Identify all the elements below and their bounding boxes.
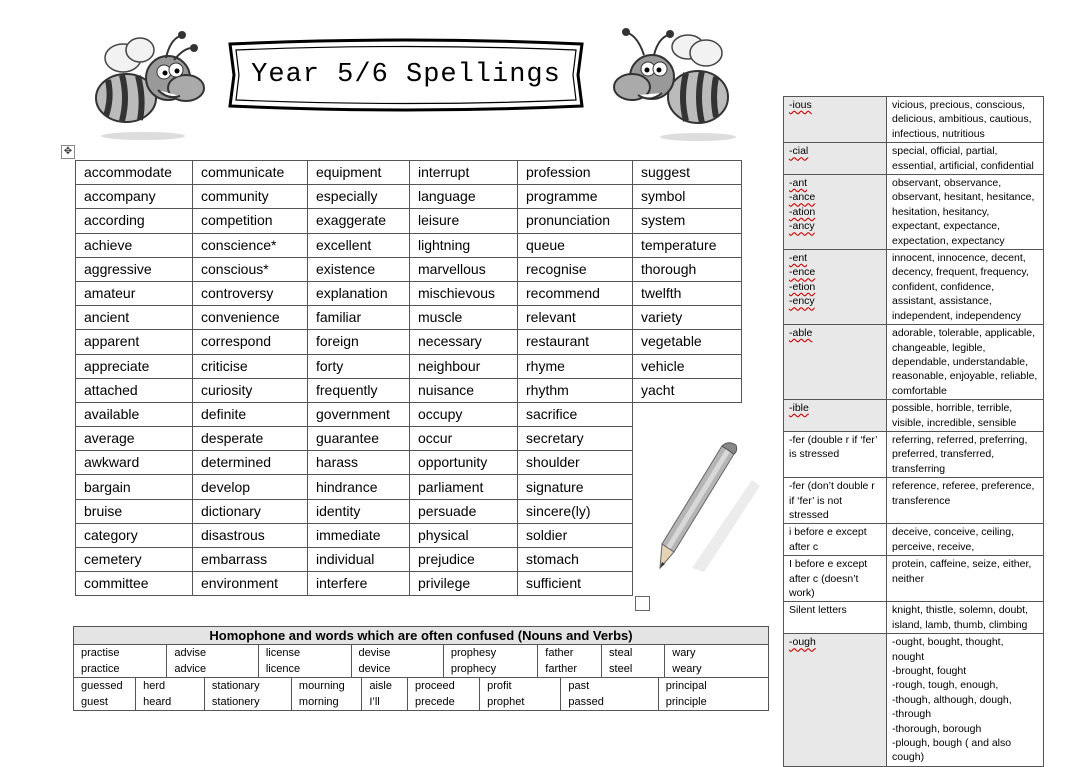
homophone-word: I’ll	[369, 696, 380, 708]
rule-row	[784, 556, 1044, 602]
spelling-rules-table	[783, 96, 1044, 767]
spelling-word-cell: variety	[633, 306, 742, 330]
rule-words-line: -rough, tough, enough,	[892, 679, 999, 692]
homophone-word: principal	[665, 680, 707, 692]
homophone-word: precede	[415, 696, 455, 708]
rule-suffix-cell	[784, 143, 887, 175]
table-row	[76, 475, 742, 499]
spelling-word-cell: lightning	[410, 233, 518, 257]
homophone-word: steel	[609, 663, 633, 675]
homophone-word: morning	[298, 696, 339, 708]
rule-suffix-cell	[784, 634, 887, 767]
spelling-word-cell: identity	[308, 499, 410, 523]
spelling-word-cell: recognise	[518, 257, 633, 281]
table-row	[76, 306, 742, 330]
rule-suffix: -ible	[789, 402, 809, 415]
homophone-word: guessed	[81, 680, 123, 692]
spelling-word-cell: rhythm	[518, 378, 633, 402]
table-row	[76, 281, 742, 305]
rule-words-line: -brought, fought	[892, 665, 967, 678]
rule-row	[784, 602, 1044, 634]
spelling-word-cell: communicate	[193, 161, 308, 185]
homophone-word: herd	[143, 680, 166, 692]
spelling-word-cell: restaurant	[518, 330, 633, 354]
homophone-pair	[408, 678, 480, 710]
spelling-word-cell: category	[76, 523, 193, 547]
spelling-word-cell: necessary	[410, 330, 518, 354]
homophone-word: aisle	[369, 680, 392, 692]
rule-row	[784, 250, 1044, 325]
spelling-word-cell: guarantee	[308, 427, 410, 451]
spelling-word-cell: according	[76, 209, 193, 233]
rule-words-cell: special, official, partial, essential, artificial, confidential	[887, 143, 1044, 175]
homophone-word: stationary	[211, 680, 260, 692]
table-row	[76, 499, 742, 523]
homophone-word: guest	[81, 696, 108, 708]
spelling-word-cell: nuisance	[410, 378, 518, 402]
spelling-word-cell: criticise	[193, 354, 308, 378]
pencil-icon	[652, 440, 762, 585]
homophone-word: farther	[545, 663, 578, 675]
rule-row	[784, 175, 1044, 250]
spelling-word-cell: attached	[76, 378, 193, 402]
rule-suffix-cell	[784, 602, 887, 634]
rule-row	[784, 143, 1044, 175]
homophone-word: practise	[81, 647, 120, 659]
rule-words-cell: reference, referee, preference, transference	[887, 478, 1044, 524]
rule-suffix: -ancy	[789, 220, 815, 233]
rule-suffix-cell	[784, 431, 887, 477]
spelling-word-cell: available	[76, 402, 193, 426]
homophones-header: Homophone and words which are often confused (Nouns and Verbs)	[74, 627, 769, 645]
spelling-word-cell: curiosity	[193, 378, 308, 402]
homophone-word: advice	[174, 663, 207, 675]
homophone-word: past	[568, 680, 590, 692]
spelling-word-cell: bargain	[76, 475, 193, 499]
rule-suffix-cell	[784, 175, 887, 250]
homophone-word: steal	[609, 647, 633, 659]
homophone-word: father	[545, 647, 574, 659]
rule-suffix: -ious	[789, 99, 812, 111]
table-row	[76, 257, 742, 281]
spelling-word-cell: determined	[193, 451, 308, 475]
homophones-table	[73, 626, 769, 711]
table-row	[76, 330, 742, 354]
spelling-word-cell: familiar	[308, 306, 410, 330]
spelling-word-cell: sincere(ly)	[518, 499, 633, 523]
homophone-word: license	[265, 647, 301, 659]
spelling-word-cell: conscience*	[193, 233, 308, 257]
spelling-word-cell: sacrifice	[518, 402, 633, 426]
spelling-word-cell: forty	[308, 354, 410, 378]
spelling-word-cell: persuade	[410, 499, 518, 523]
spelling-word-cell: symbol	[633, 185, 742, 209]
spelling-word-cell: stomach	[518, 548, 633, 572]
spelling-word-cell: opportunity	[410, 451, 518, 475]
spelling-word-cell: hindrance	[308, 475, 410, 499]
rule-suffix: -etion	[789, 280, 816, 293]
homophone-pair	[443, 645, 537, 677]
rule-suffix: i before e except after c	[789, 526, 867, 553]
rule-suffix-cell	[784, 325, 887, 400]
homophone-word: prophecy	[450, 663, 497, 675]
table-row	[76, 233, 742, 257]
homophone-pair	[658, 678, 768, 710]
spelling-word-cell: system	[633, 209, 742, 233]
homophone-word: licence	[265, 663, 301, 675]
homophone-word: principle	[665, 696, 707, 708]
rule-suffix-cell	[784, 97, 887, 143]
table-row	[76, 548, 742, 572]
bee-icon-right	[608, 25, 738, 143]
spelling-word-cell: queue	[518, 233, 633, 257]
spelling-word-cell: amateur	[76, 281, 193, 305]
spelling-word-cell: community	[193, 185, 308, 209]
table-row	[76, 161, 742, 185]
rule-row	[784, 97, 1044, 143]
spelling-word-cell: ancient	[76, 306, 193, 330]
rule-suffix: -fer (double r if ‘fer’ is stressed	[789, 433, 878, 461]
rule-row	[784, 400, 1044, 432]
homophone-word: heard	[143, 696, 172, 708]
homophone-word: prophet	[487, 696, 525, 708]
spelling-word-cell: committee	[76, 572, 193, 596]
rule-words-line: -plough, bough ( and also cough)	[892, 737, 1012, 764]
spelling-word-cell: apparent	[76, 330, 193, 354]
spelling-word-cell: awkward	[76, 451, 193, 475]
rule-row	[784, 325, 1044, 400]
homophone-word: proceed	[415, 680, 455, 692]
spelling-word-cell: competition	[193, 209, 308, 233]
rule-words-line: -through	[892, 708, 932, 721]
spelling-word-cell: controversy	[193, 281, 308, 305]
homophone-word: practice	[81, 663, 120, 675]
spelling-word-cell: immediate	[308, 523, 410, 547]
spelling-word-cell: convenience	[193, 306, 308, 330]
table-row	[76, 427, 742, 451]
rule-suffix: -able	[789, 327, 813, 340]
rule-row	[784, 431, 1044, 477]
spelling-word-cell: definite	[193, 402, 308, 426]
rule-words-cell: referring, referred, preferring, preferred, transferred, transferring	[887, 431, 1044, 477]
spelling-word-cell: rhyme	[518, 354, 633, 378]
homophone-pair	[204, 678, 291, 710]
spelling-word-cell: conscious*	[193, 257, 308, 281]
table-row	[76, 378, 742, 402]
spelling-word-cell: marvellous	[410, 257, 518, 281]
spelling-word-cell: yacht	[633, 378, 742, 402]
spelling-word-cell: disastrous	[193, 523, 308, 547]
homophone-pair	[136, 678, 205, 710]
spelling-word-cell: exaggerate	[308, 209, 410, 233]
rule-words-cell: adorable, tolerable, applicable, changeable, legible, dependable, understandable, reasonable, enjoyable, reliable, comfortable	[887, 325, 1044, 400]
spelling-word-cell: excellent	[308, 233, 410, 257]
homophone-pair	[480, 678, 561, 710]
move-handle-icon[interactable]: ✥	[61, 145, 75, 159]
spelling-word-cell: vehicle	[633, 354, 742, 378]
rule-suffix: -ent	[789, 252, 808, 265]
spelling-word-cell: sufficient	[518, 572, 633, 596]
spelling-word-cell: accommodate	[76, 161, 193, 185]
rule-suffix: -ation	[789, 205, 816, 218]
spelling-word-cell: signature	[518, 475, 633, 499]
rule-suffix-cell	[784, 524, 887, 556]
spelling-word-cell: mischievous	[410, 281, 518, 305]
spelling-word-cell: bruise	[76, 499, 193, 523]
rule-suffix: -fer (don’t double r if ‘fer’ is not stressed	[789, 480, 875, 521]
rule-suffix-cell	[784, 478, 887, 524]
spelling-word-cell: leisure	[410, 209, 518, 233]
spelling-word-cell: parliament	[410, 475, 518, 499]
rule-suffix: Silent letters	[789, 604, 847, 617]
homophone-pair	[538, 645, 602, 677]
spelling-word-cell: correspond	[193, 330, 308, 354]
spelling-word-cell: explanation	[308, 281, 410, 305]
spelling-word-cell: government	[308, 402, 410, 426]
table-row	[76, 523, 742, 547]
spelling-word-cell: profession	[518, 161, 633, 185]
bee-icon-left	[88, 28, 208, 143]
spelling-word-cell	[633, 402, 742, 426]
spelling-word-cell: appreciate	[76, 354, 193, 378]
spelling-word-cell: physical	[410, 523, 518, 547]
page-title: Year 5/6 Spellings	[251, 60, 561, 90]
rule-words-cell: possible, horrible, terrible, visible, incredible, sensible	[887, 400, 1044, 432]
homophone-word: advise	[174, 647, 207, 659]
rule-suffix: -cial	[789, 145, 809, 158]
rule-words-cell: protein, caffeine, seize, either, neither	[887, 556, 1044, 602]
spelling-word-cell: language	[410, 185, 518, 209]
homophone-word: profit	[487, 680, 512, 692]
spelling-word-cell: cemetery	[76, 548, 193, 572]
rule-words-cell: deceive, conceive, ceiling, perceive, receive,	[887, 524, 1044, 556]
table-row	[76, 451, 742, 475]
homophone-word: device	[358, 663, 391, 675]
spelling-word-cell: especially	[308, 185, 410, 209]
homophone-word: prophesy	[450, 647, 497, 659]
table-row	[76, 354, 742, 378]
rule-words-cell	[887, 634, 1044, 767]
homophone-word: wary	[672, 647, 696, 659]
homophone-word: devise	[358, 647, 391, 659]
table-row	[76, 185, 742, 209]
spelling-word-cell: individual	[308, 548, 410, 572]
spelling-word-cell: neighbour	[410, 354, 518, 378]
spelling-word-cell: programme	[518, 185, 633, 209]
rule-words-cell: innocent, innocence, decent, decency, frequent, frequency, confident, confidence, assistant, assistance, independent, independency	[887, 250, 1044, 325]
spelling-word-cell: suggest	[633, 161, 742, 185]
title-banner	[226, 38, 586, 112]
spelling-word-cell: relevant	[518, 306, 633, 330]
spelling-word-cell: shoulder	[518, 451, 633, 475]
rule-suffix: -ence	[789, 266, 816, 279]
rule-suffix: -ant	[789, 177, 808, 190]
rule-suffix: -ency	[789, 295, 815, 308]
spelling-word-cell: secretary	[518, 427, 633, 451]
spelling-word-cell: vegetable	[633, 330, 742, 354]
rule-words-line: -ought, bought, thought, nought	[892, 636, 1004, 663]
table-row	[76, 402, 742, 426]
table-resize-handle[interactable]	[635, 596, 650, 611]
homophone-pair	[74, 645, 167, 677]
spelling-table	[75, 160, 742, 596]
spelling-word-cell: prejudice	[410, 548, 518, 572]
homophone-pair	[291, 678, 361, 710]
rule-words-line: -though, although, dough,	[892, 693, 1012, 706]
homophone-pair	[167, 645, 258, 677]
rule-suffix-cell	[784, 250, 887, 325]
homophone-word: passed	[568, 696, 604, 708]
rule-words-line: -thorough, borough	[892, 722, 982, 735]
spelling-word-cell: pronunciation	[518, 209, 633, 233]
homophone-word: stationery	[211, 696, 260, 708]
homophone-pair	[74, 678, 136, 710]
spelling-word-cell: environment	[193, 572, 308, 596]
spelling-word-cell: average	[76, 427, 193, 451]
spelling-word-cell: muscle	[410, 306, 518, 330]
spelling-word-cell: frequently	[308, 378, 410, 402]
rule-row	[784, 478, 1044, 524]
spelling-word-cell: occupy	[410, 402, 518, 426]
spelling-word-cell: occur	[410, 427, 518, 451]
spelling-word-cell: thorough	[633, 257, 742, 281]
table-row	[76, 209, 742, 233]
spelling-word-cell: desperate	[193, 427, 308, 451]
spelling-word-cell: recommend	[518, 281, 633, 305]
rule-row	[784, 634, 1044, 767]
homophone-pair	[351, 645, 443, 677]
spelling-word-cell: temperature	[633, 233, 742, 257]
spelling-word-cell: soldier	[518, 523, 633, 547]
spelling-word-cell: foreign	[308, 330, 410, 354]
homophone-pair	[362, 678, 408, 710]
rule-words-cell: observant, observance, observant, hesitant, hesitance, hesitation, hesitancy, expectant, expectance, expectation, expectancy	[887, 175, 1044, 250]
rule-suffix: -ough	[789, 636, 816, 649]
spelling-word-cell: twelfth	[633, 281, 742, 305]
spelling-word-cell: privilege	[410, 572, 518, 596]
spelling-word-cell: develop	[193, 475, 308, 499]
rule-row	[784, 524, 1044, 556]
homophone-pair	[561, 678, 658, 710]
rule-suffix: I before e except after c (doesn’t work)	[789, 558, 868, 599]
spelling-word-cell: interfere	[308, 572, 410, 596]
spelling-word-cell: dictionary	[193, 499, 308, 523]
spelling-word-cell: embarrass	[193, 548, 308, 572]
table-row	[76, 572, 742, 596]
spelling-word-cell: harass	[308, 451, 410, 475]
rule-suffix-cell	[784, 400, 887, 432]
homophone-word: mourning	[298, 680, 345, 692]
homophone-pair	[258, 645, 351, 677]
rule-suffix: -ance	[789, 191, 816, 204]
spelling-word-cell: equipment	[308, 161, 410, 185]
spelling-word-cell: aggressive	[76, 257, 193, 281]
spelling-word-cell: accompany	[76, 185, 193, 209]
spelling-word-cell: existence	[308, 257, 410, 281]
homophone-pair	[665, 645, 768, 677]
homophone-word: weary	[672, 663, 702, 675]
rule-suffix-cell	[784, 556, 887, 602]
homophone-pair	[602, 645, 665, 677]
rule-words-cell: vicious, precious, conscious, delicious, ambitious, cautious, infectious, nutritious	[887, 97, 1044, 143]
spelling-word-cell: interrupt	[410, 161, 518, 185]
rule-words-cell: knight, thistle, solemn, doubt, island, lamb, thumb, climbing	[887, 602, 1044, 634]
spelling-word-cell: achieve	[76, 233, 193, 257]
